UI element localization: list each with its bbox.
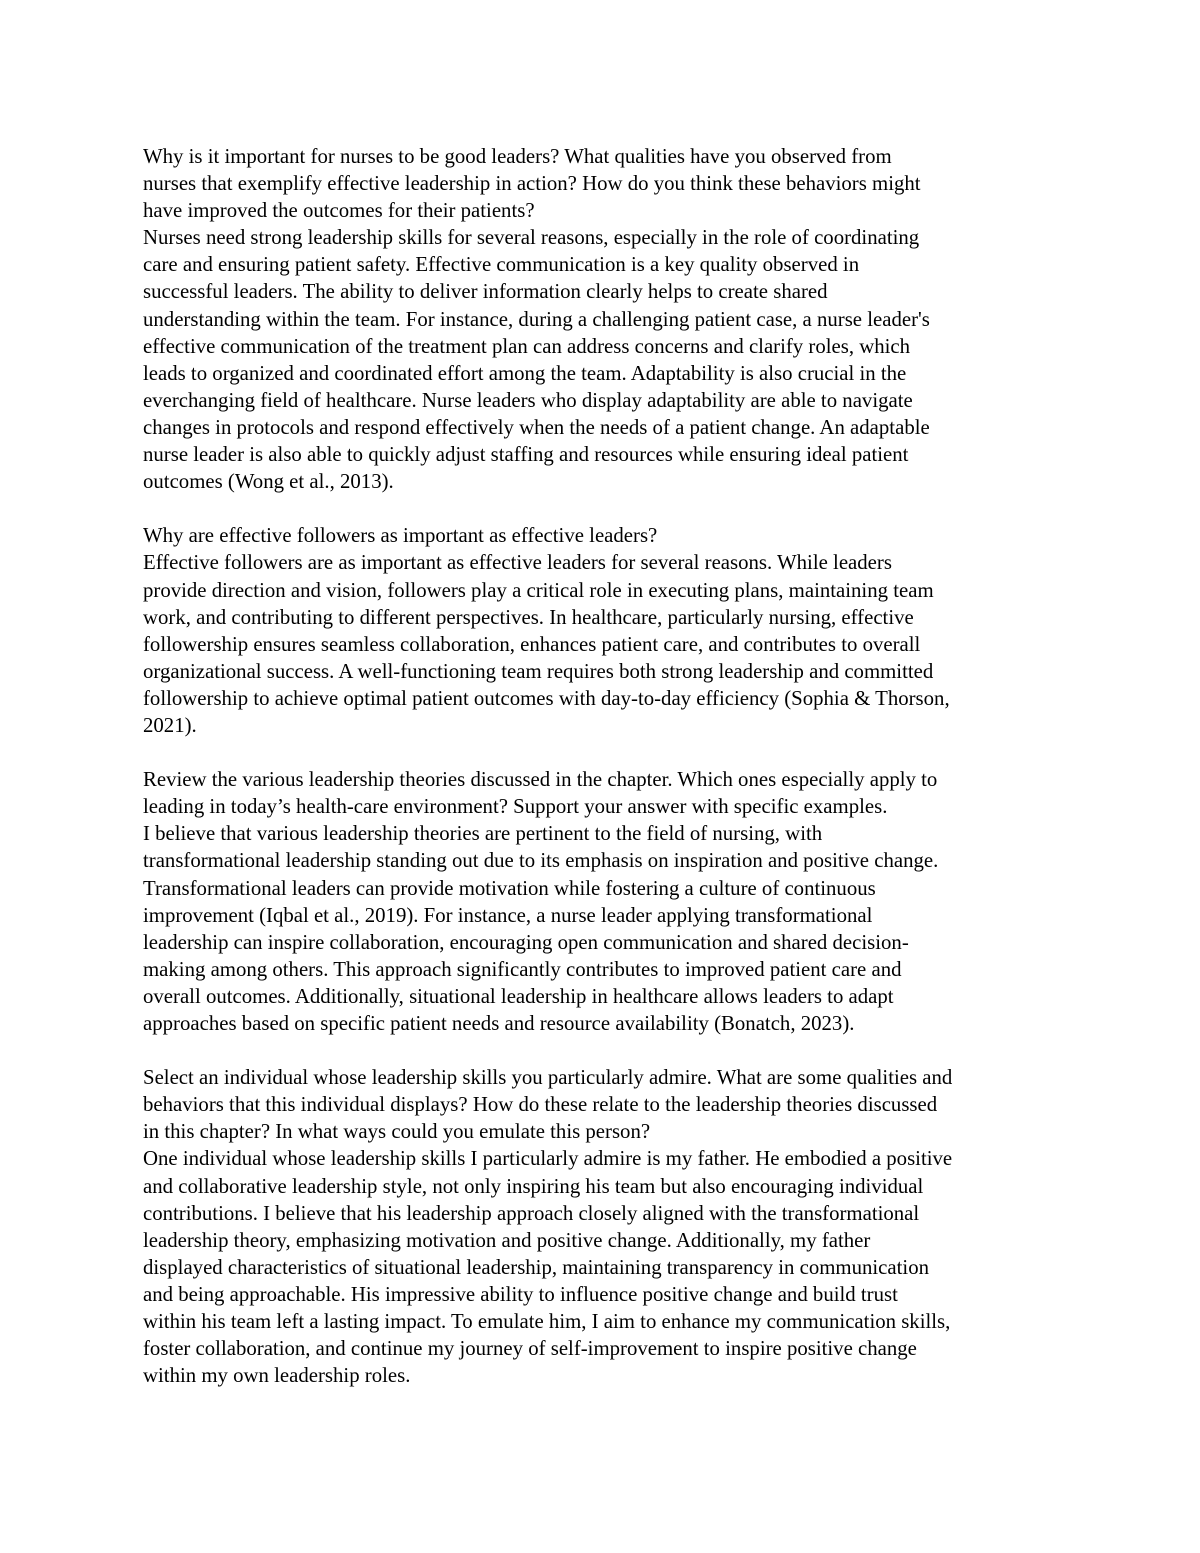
text-line: making among others. This approach significantly contributes to improved patient care and bbox=[143, 957, 902, 981]
text-line: nurse leader is also able to quickly adjust staffing and resources while ensuring ideal patient bbox=[143, 443, 909, 467]
text-line: Review the various leadership theories discussed in the chapter. Which ones especially apply to bbox=[143, 768, 938, 792]
text-line: followership ensures seamless collaboration, enhances patient care, and contributes to overall bbox=[143, 632, 921, 656]
text-line: nurses that exemplify effective leadership in action? How do you think these behaviors might bbox=[143, 172, 921, 196]
answer-paragraph bbox=[143, 549, 1061, 739]
section-4 bbox=[143, 1064, 1061, 1389]
text-line: leading in today’s health-care environment? Support your answer with specific examples. bbox=[143, 795, 888, 819]
text-line: care and ensuring patient safety. Effective communication is a key quality observed in bbox=[143, 253, 860, 277]
question-paragraph bbox=[143, 522, 1061, 549]
text-line: within my own leadership roles. bbox=[143, 1364, 411, 1388]
question-paragraph bbox=[143, 1064, 1061, 1145]
text-line: leads to organized and coordinated effort among the team. Adaptability is also crucial in the bbox=[143, 361, 907, 385]
text-line: Select an individual whose leadership skills you particularly admire. What are some qualities and bbox=[143, 1066, 953, 1090]
text-line: provide direction and vision, followers play a critical role in executing plans, maintaining team bbox=[143, 578, 934, 602]
text-line: One individual whose leadership skills I particularly admire is my father. He embodied a positive bbox=[143, 1147, 953, 1171]
text-line: approaches based on specific patient needs and resource availability (Bonatch, 2023). bbox=[143, 1012, 855, 1035]
text-line: contributions. I believe that his leadership approach closely aligned with the transformational bbox=[143, 1201, 920, 1225]
text-line: successful leaders. The ability to deliver information clearly helps to create shared bbox=[143, 280, 828, 304]
text-line: Transformational leaders can provide motivation while fostering a culture of continuous bbox=[143, 876, 876, 900]
text-line: have improved the outcomes for their patients? bbox=[143, 199, 535, 223]
text-line: organizational success. A well-functioning team requires both strong leadership and committed bbox=[143, 659, 934, 683]
text-line: changes in protocols and respond effectively when the needs of a patient change. An adaptable bbox=[143, 415, 930, 439]
text-line: outcomes (Wong et al., 2013). bbox=[143, 470, 394, 494]
text-line: everchanging field of healthcare. Nurse leaders who display adaptability are able to navigate bbox=[143, 388, 913, 412]
document-page bbox=[143, 143, 1061, 1389]
text-line: leadership theory, emphasizing motivation and positive change. Additionally, my father bbox=[143, 1228, 871, 1252]
text-line: Nurses need strong leadership skills for several reasons, especially in the role of coordinating bbox=[143, 226, 920, 250]
text-line: transformational leadership standing out due to its emphasis on inspiration and positive change. bbox=[143, 849, 939, 873]
answer-paragraph bbox=[143, 1145, 1061, 1389]
text-line: and being approachable. His impressive ability to influence positive change and build trust bbox=[143, 1282, 898, 1306]
text-line: in this chapter? In what ways could you emulate this person? bbox=[143, 1120, 651, 1144]
text-line: behaviors that this individual displays? How do these relate to the leadership theories discussed bbox=[143, 1093, 938, 1117]
section-1 bbox=[143, 143, 1061, 495]
answer-paragraph bbox=[143, 820, 1061, 1037]
text-line: overall outcomes. Additionally, situational leadership in healthcare allows leaders to adapt bbox=[143, 984, 894, 1008]
text-line: foster collaboration, and continue my journey of self-improvement to inspire positive change bbox=[143, 1337, 917, 1361]
text-line: Why is it important for nurses to be good leaders? What qualities have you observed from bbox=[143, 145, 892, 168]
answer-paragraph bbox=[143, 224, 1061, 495]
text-line: work, and contributing to different perspectives. In healthcare, particularly nursing, effective bbox=[143, 605, 914, 629]
text-line: Why are effective followers as important as effective leaders? bbox=[143, 524, 658, 548]
text-line: Effective followers are as important as effective leaders for several reasons. While leaders bbox=[143, 551, 892, 575]
text-line: displayed characteristics of situational leadership, maintaining transparency in communication bbox=[143, 1255, 929, 1279]
text-line: within his team left a lasting impact. To emulate him, I aim to enhance my communication skills, bbox=[143, 1310, 951, 1334]
question-paragraph bbox=[143, 143, 1061, 224]
text-line: effective communication of the treatment plan can address concerns and clarify roles, which bbox=[143, 334, 911, 358]
section-2 bbox=[143, 522, 1061, 739]
section-3 bbox=[143, 766, 1061, 1037]
text-line: improvement (Iqbal et al., 2019). For instance, a nurse leader applying transformational bbox=[143, 903, 873, 927]
question-paragraph bbox=[143, 766, 1061, 820]
text-line: followership to achieve optimal patient outcomes with day-to-day efficiency (Sophia & Thorson, bbox=[143, 686, 950, 710]
text-line: understanding within the team. For instance, during a challenging patient case, a nurse leader's bbox=[143, 307, 930, 331]
text-line: 2021). bbox=[143, 713, 197, 737]
text-line: I believe that various leadership theories are pertinent to the field of nursing, with bbox=[143, 822, 823, 846]
text-line: and collaborative leadership style, not only inspiring his team but also encouraging individual bbox=[143, 1174, 924, 1198]
text-line: leadership can inspire collaboration, encouraging open communication and shared decision- bbox=[143, 930, 909, 954]
